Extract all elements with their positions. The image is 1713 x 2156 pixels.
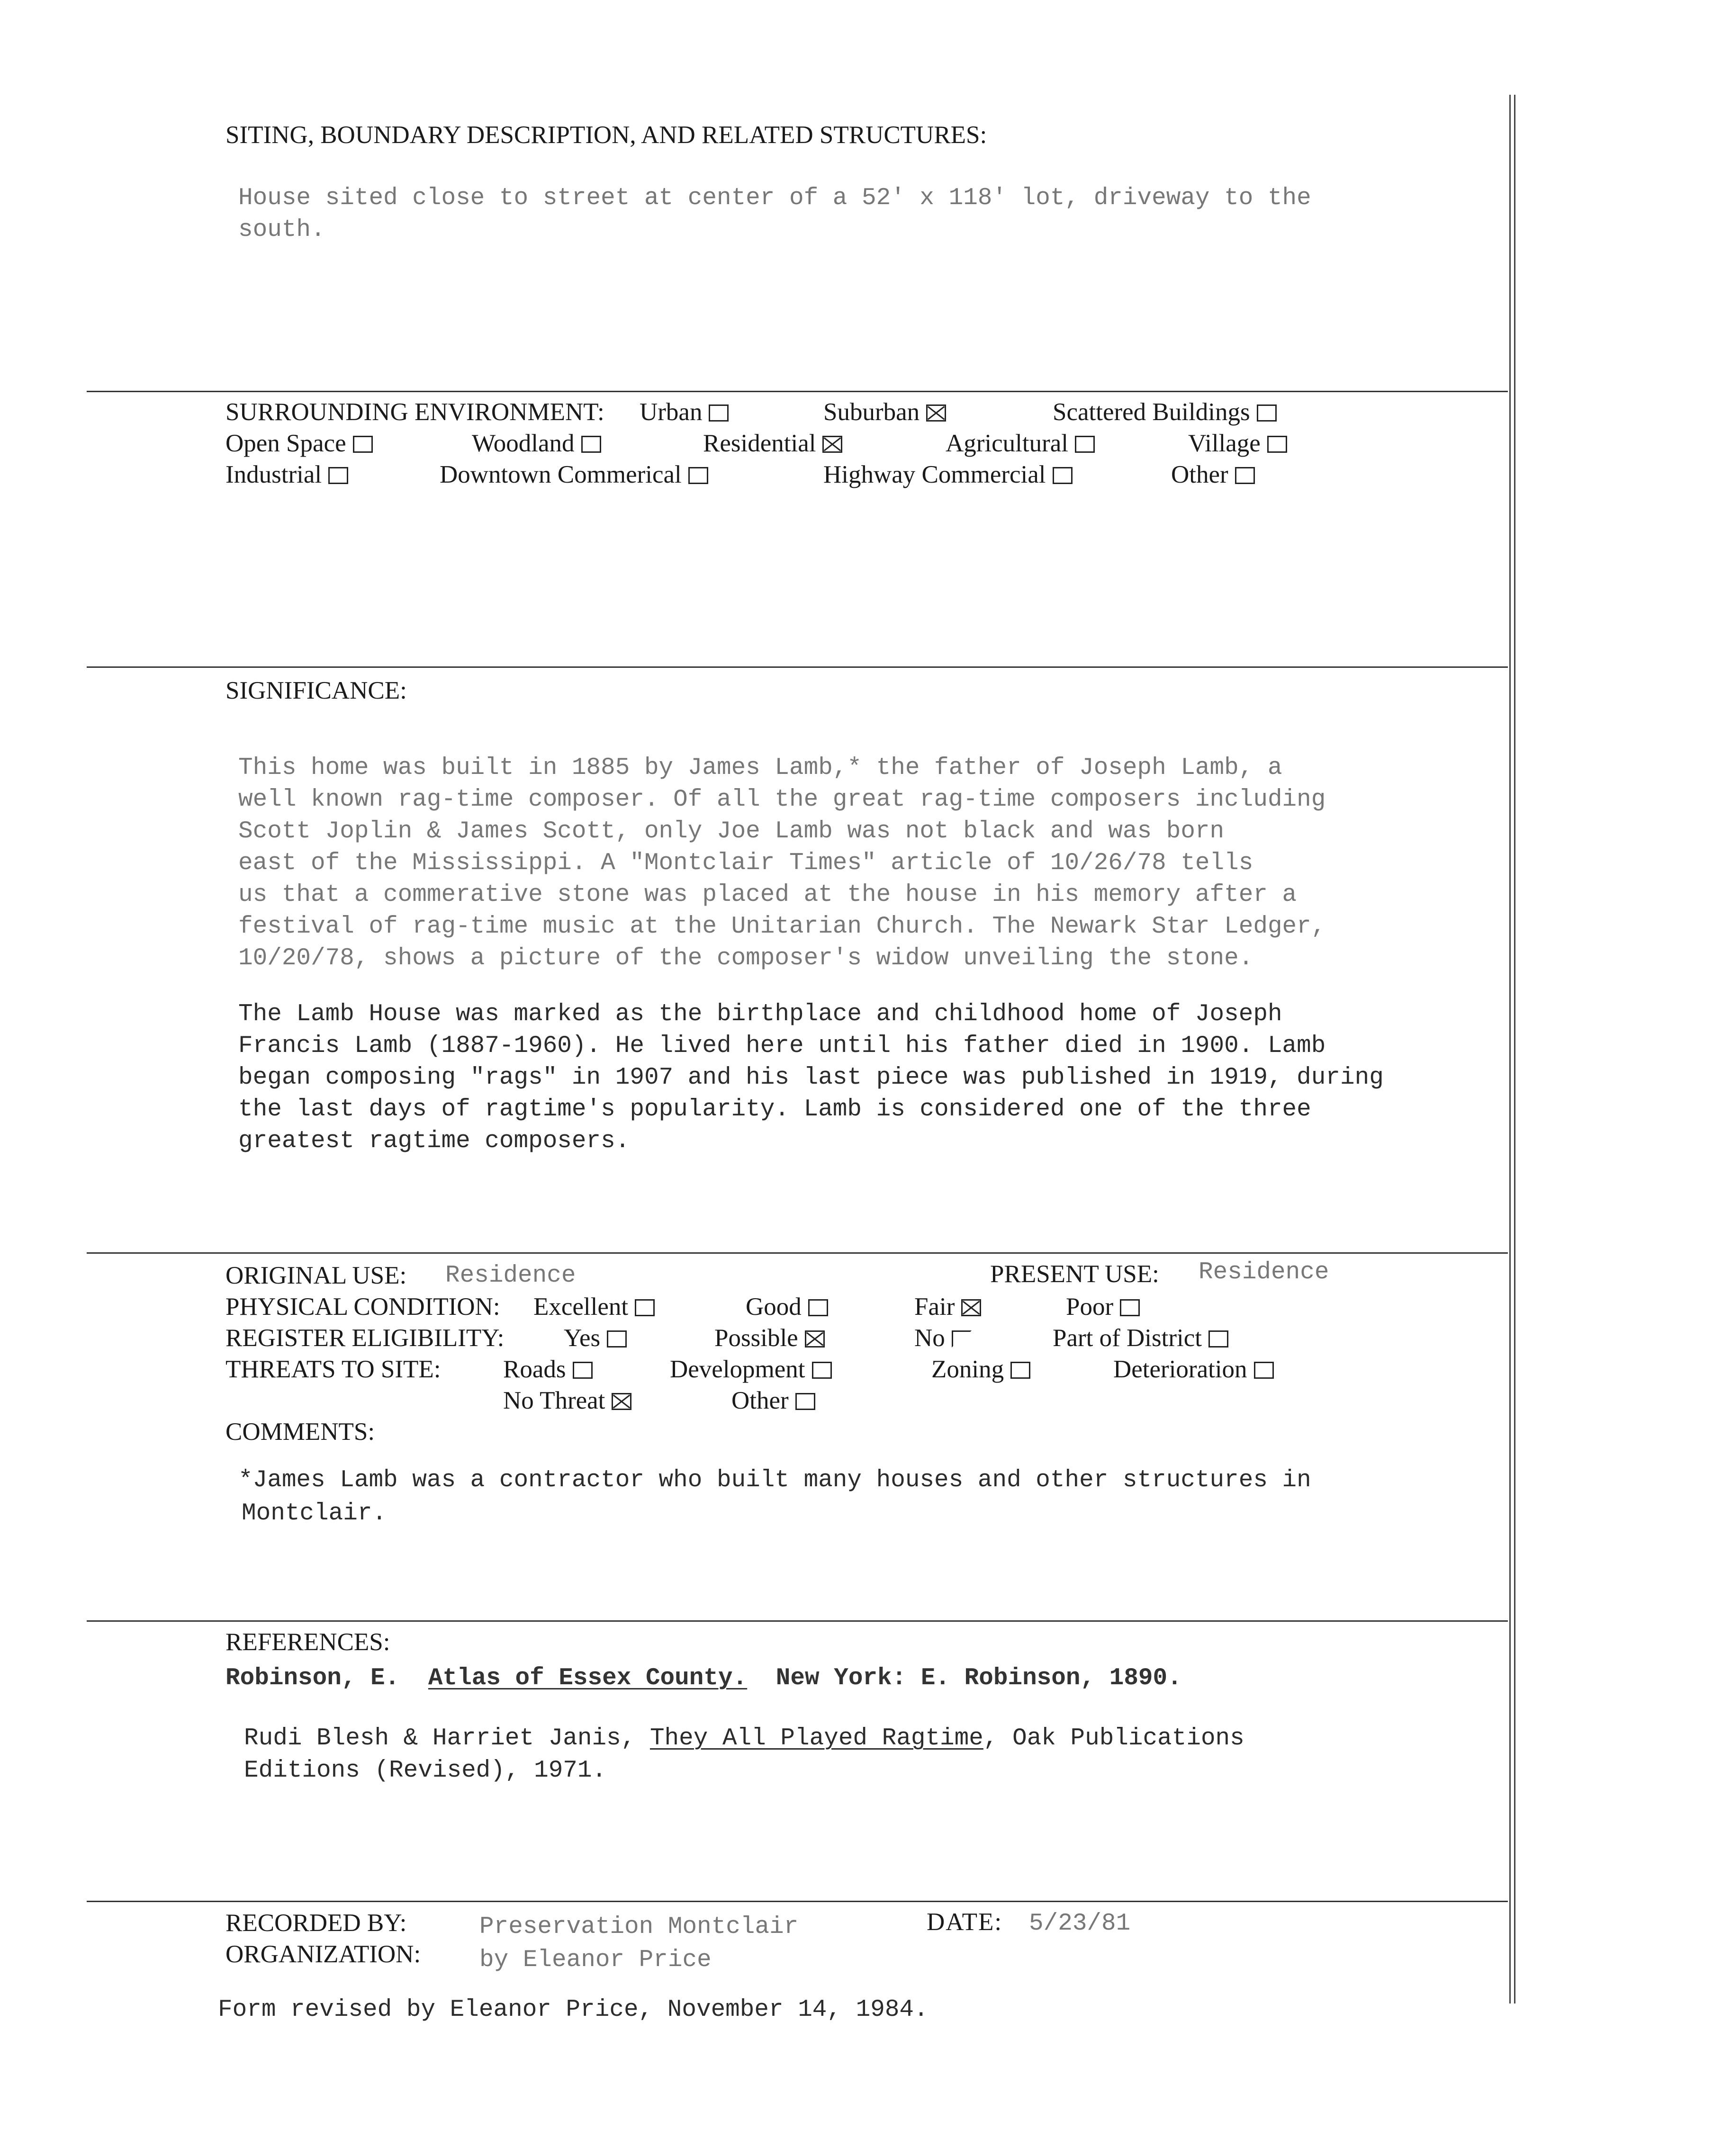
divider-3 [87,1252,1508,1254]
env-industrial-label: Industrial [225,461,322,488]
no-checkbox[interactable] [952,1330,972,1348]
cond-excellent-label: Excellent [533,1293,629,1321]
organization-label: ORGANIZATION: [225,1940,421,1968]
sig-p1-line: 10/20/78, shows a picture of the composer's widow unveiling the stone. [238,945,1253,972]
elig-yes-label: Yes [564,1324,601,1352]
env-woodland-label: Woodland [472,430,575,457]
roads-checkbox[interactable] [573,1362,593,1379]
sig-p1-line: Scott Joplin & James Scott, only Joe Lamb was not black and was born [238,818,1225,845]
elig-no-label: No [914,1324,945,1352]
right-border-line-2 [1514,95,1515,2003]
divider-1 [87,391,1508,392]
env-other [1171,460,1255,489]
env-downtown-label: Downtown Commerical [440,461,682,488]
urban-checkbox[interactable] [709,404,729,422]
comments-line-2: Montclair. [242,1500,387,1527]
deterioration-checkbox[interactable] [1254,1362,1274,1379]
threat-no-threat-label: No Threat [503,1387,605,1414]
ref2-title: They All Played Ragtime [649,1725,983,1752]
development-checkbox[interactable] [812,1362,832,1379]
threat-no-threat [503,1386,631,1415]
highway-commercial-checkbox[interactable] [1053,467,1073,484]
scattered-buildings-checkbox[interactable] [1257,404,1277,422]
sig-p2-line: began composing "rags" in 1907 and his last piece was published in 1919, during [238,1064,1384,1091]
ref2-author: Rudi Blesh & Harriet Janis, [244,1725,636,1752]
fair-checkbox[interactable] [961,1299,981,1316]
threat-other-checkbox[interactable] [795,1393,815,1410]
ref2-rest: , Oak Publications [983,1725,1244,1752]
threat-zoning-label: Zoning [931,1356,1004,1383]
village-checkbox[interactable] [1267,436,1287,453]
env-village [1188,429,1287,458]
env-other-label: Other [1171,461,1228,488]
threat-deterioration [1113,1355,1274,1383]
env-residential [703,429,842,458]
threat-development [670,1355,832,1383]
condition-label: PHYSICAL CONDITION: [225,1293,500,1321]
sig-p1-line: well known rag-time composer. Of all the great rag-time composers including [238,786,1326,813]
env-other-checkbox[interactable] [1235,467,1255,484]
env-woodland [472,429,601,458]
env-downtown [440,460,708,489]
threat-other-label: Other [731,1387,789,1414]
agricultural-checkbox[interactable] [1075,436,1095,453]
present-use-value: Residence [1199,1259,1329,1286]
date-value: 5/23/81 [1029,1910,1131,1937]
yes-checkbox[interactable] [607,1330,627,1348]
threat-roads [503,1355,593,1383]
cond-fair [914,1293,981,1321]
date-label: DATE: [927,1908,1003,1936]
cond-fair-label: Fair [914,1293,955,1321]
env-suburban-label: Suburban [823,398,920,426]
env-highway-label: Highway Commercial [823,461,1046,488]
original-use-label: ORIGINAL USE: [225,1262,407,1289]
comments-line-1: *James Lamb was a contractor who built many houses and other structures in [238,1467,1311,1494]
env-scattered [1053,398,1277,426]
cond-poor-label: Poor [1066,1293,1114,1321]
possible-checkbox[interactable] [805,1330,825,1348]
threat-development-label: Development [670,1356,805,1383]
env-scattered-label: Scattered Buildings [1053,398,1250,426]
sig-p2-line: greatest ragtime composers. [238,1128,630,1155]
env-suburban [823,398,946,426]
sig-p1-line: This home was built in 1885 by James Lamb,* the father of Joseph Lamb, a [238,755,1282,782]
reference-1 [225,1662,1182,1694]
zoning-checkbox[interactable] [1010,1362,1030,1379]
threat-zoning [931,1355,1030,1383]
excellent-checkbox[interactable] [635,1299,655,1316]
ref1-author: Robinson, E. [225,1665,400,1692]
significance-heading: SIGNIFICANCE: [225,677,407,704]
threat-other [731,1386,815,1415]
elig-possible-label: Possible [714,1324,798,1352]
suburban-checkbox[interactable] [926,404,946,422]
env-agricultural-label: Agricultural [946,430,1069,457]
sig-p2-line: Francis Lamb (1887-1960). He lived here until his father died in 1900. Lamb [238,1033,1326,1060]
sig-p1-line: east of the Mississippi. A "Montclair Times" article of 10/26/78 tells [238,850,1253,877]
cond-poor [1066,1293,1140,1321]
elig-district [1053,1324,1228,1352]
good-checkbox[interactable] [808,1299,828,1316]
elig-possible [714,1324,825,1352]
residential-checkbox[interactable] [822,436,842,453]
env-industrial [225,460,348,489]
env-open-space [225,429,373,458]
elig-yes [564,1324,627,1352]
environment-heading: SURROUNDING ENVIRONMENT: [225,398,604,426]
industrial-checkbox[interactable] [328,467,348,484]
env-agricultural [946,429,1095,458]
sig-p2-line: the last days of ragtime's popularity. Lamb is considered one of the three [238,1096,1311,1123]
cond-good-label: Good [746,1293,802,1321]
present-use-label: PRESENT USE: [990,1260,1159,1288]
right-border-line-1 [1509,95,1511,2003]
cond-good [746,1293,828,1321]
eligibility-label: REGISTER ELIGIBILITY: [225,1324,505,1352]
sig-p1-line: festival of rag-time music at the Unitarian Church. The Newark Star Ledger, [238,913,1326,940]
env-open-space-label: Open Space [225,430,346,457]
downtown-commercial-checkbox[interactable] [688,467,708,484]
recorded-by-value: Preservation Montclair [479,1913,799,1940]
siting-text-line-2: south. [238,216,325,243]
sig-p1-line: us that a commerative stone was placed at the house in his memory after a [238,881,1297,908]
threat-deterioration-label: Deterioration [1113,1356,1247,1383]
poor-checkbox[interactable] [1120,1299,1140,1316]
elig-no [914,1324,972,1352]
cond-excellent [533,1293,655,1321]
siting-text-line-1: House sited close to street at center of a 52' x 118' lot, driveway to the [238,185,1311,212]
threat-roads-label: Roads [503,1356,566,1383]
open-space-checkbox[interactable] [353,436,373,453]
elig-district-label: Part of District [1053,1324,1202,1352]
original-use-value: Residence [445,1262,576,1289]
organization-value: by Eleanor Price [479,1947,712,1974]
significance-paragraph-1 [238,752,1325,974]
significance-paragraph-2 [238,998,1384,1157]
no-threat-checkbox[interactable] [612,1393,631,1410]
references-label: REFERENCES: [225,1628,390,1656]
env-urban [640,398,729,426]
part-of-district-checkbox[interactable] [1208,1330,1228,1348]
sig-p2-line: The Lamb House was marked as the birthplace and childhood home of Joseph [238,1001,1282,1028]
woodland-checkbox[interactable] [581,436,601,453]
ref1-rest: New York: E. Robinson, 1890. [775,1665,1182,1692]
divider-2 [87,666,1508,668]
env-highway [823,460,1073,489]
recorded-by-label: RECORDED BY: [225,1909,407,1937]
reference-2-line-1 [244,1723,1244,1754]
divider-4 [87,1620,1508,1622]
comments-label: COMMENTS: [225,1418,375,1446]
ref1-title: Atlas of Essex County. [428,1665,748,1692]
siting-heading: SITING, BOUNDARY DESCRIPTION, AND RELATED STRUCTURES: [225,121,987,149]
form-revised-note: Form revised by Eleanor Price, November 14, 1984. [218,1996,929,2023]
divider-5 [87,1901,1508,1902]
threats-label: THREATS TO SITE: [225,1356,441,1383]
env-village-label: Village [1188,430,1261,457]
env-residential-label: Residential [703,430,816,457]
reference-2-line-2: Editions (Revised), 1971. [244,1757,607,1784]
env-urban-label: Urban [640,398,703,426]
